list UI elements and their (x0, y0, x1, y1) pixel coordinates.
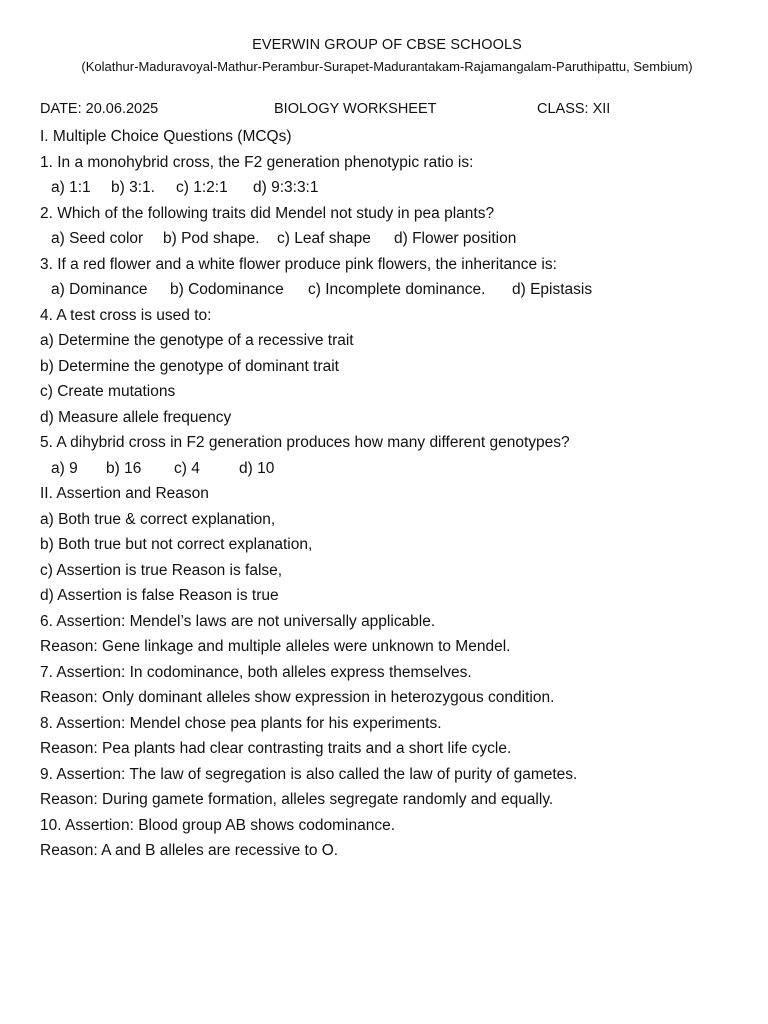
option-item: c) Leaf shape (277, 230, 371, 247)
question-2: 2. Which of the following traits did Mendel not study in pea plants? (40, 204, 495, 222)
option-item: b) Codominance (170, 281, 284, 298)
section-title-assertion-reason: II. Assertion and Reason (40, 485, 209, 502)
question-7-assertion: 7. Assertion: In codominance, both alleles express themselves. (40, 663, 472, 681)
school-name: EVERWIN GROUP OF CBSE SCHOOLS (252, 37, 522, 53)
option-item: b) 3:1. (111, 179, 155, 196)
assertion-option-a: a) Both true & correct explanation, (40, 510, 276, 528)
option-item: c) Incomplete dominance. (308, 281, 486, 298)
question-3-options (40, 277, 750, 303)
option-item: d) Flower position (394, 230, 517, 247)
question-4-option-d: d) Measure allele frequency (40, 408, 232, 426)
question-1: 1. In a monohybrid cross, the F2 generation phenotypic ratio is: (40, 153, 474, 171)
worksheet-date: DATE: 20.06.2025 (40, 101, 159, 117)
question-9-assertion: 9. Assertion: The law of segregation is also called the law of purity of gametes. (40, 765, 578, 783)
worksheet-class: CLASS: XII (537, 101, 611, 117)
question-3: 3. If a red flower and a white flower produce pink flowers, the inheritance is: (40, 255, 557, 273)
option-item: a) Dominance (51, 281, 148, 298)
question-10-assertion: 10. Assertion: Blood group AB shows codominance. (40, 816, 395, 834)
question-4-option-c: c) Create mutations (40, 383, 176, 400)
assertion-option-d: d) Assertion is false Reason is true (40, 587, 279, 604)
question-1-options (40, 175, 750, 201)
option-item: c) 1:2:1 (176, 179, 228, 196)
section-title-mcq: I. Multiple Choice Questions (MCQs) (40, 128, 292, 145)
question-4-option-b: b) Determine the genotype of dominant trait (40, 357, 339, 375)
question-10-reason: Reason: A and B alleles are recessive to O. (40, 842, 339, 859)
option-item: d) 10 (239, 459, 275, 477)
option-item: a) Seed color (51, 230, 144, 247)
question-5-options (40, 456, 750, 482)
question-9-reason: Reason: During gamete formation, alleles segregate randomly and equally. (40, 791, 554, 808)
question-5: 5. A dihybrid cross in F2 generation produces how many different genotypes? (40, 434, 570, 451)
question-4-option-a: a) Determine the genotype of a recessive trait (40, 332, 354, 349)
option-item: d) Epistasis (512, 281, 593, 298)
question-6-assertion: 6. Assertion: Mendel’s laws are not universally applicable. (40, 612, 436, 630)
option-item: b) Pod shape. (163, 230, 260, 247)
school-branches: (Kolathur-Maduravoyal-Mathur-Perambur-Surapet-Madurantakam-Rajamangalam-Paruthipattu, Sembium) (81, 59, 693, 74)
question-6-reason: Reason: Gene linkage and multiple alleles were unknown to Mendel. (40, 638, 511, 655)
question-8-reason: Reason: Pea plants had clear contrasting traits and a short life cycle. (40, 740, 512, 757)
question-4: 4. A test cross is used to: (40, 306, 212, 324)
question-8-assertion: 8. Assertion: Mendel chose pea plants for his experiments. (40, 714, 442, 732)
option-item: a) 9 (51, 459, 78, 477)
option-item: c) 4 (174, 459, 200, 477)
worksheet-content (40, 124, 750, 864)
option-item: b) 16 (106, 459, 142, 477)
question-7-reason: Reason: Only dominant alleles show expression in heterozygous condition. (40, 689, 555, 706)
question-2-options (40, 226, 750, 252)
option-item: a) 1:1 (51, 179, 91, 196)
assertion-option-b: b) Both true but not correct explanation, (40, 536, 313, 553)
option-item: d) 9:3:3:1 (253, 179, 319, 196)
worksheet-meta-row (40, 101, 740, 121)
worksheet-subject: BIOLOGY WORKSHEET (274, 101, 437, 117)
assertion-option-c: c) Assertion is true Reason is false, (40, 561, 283, 579)
